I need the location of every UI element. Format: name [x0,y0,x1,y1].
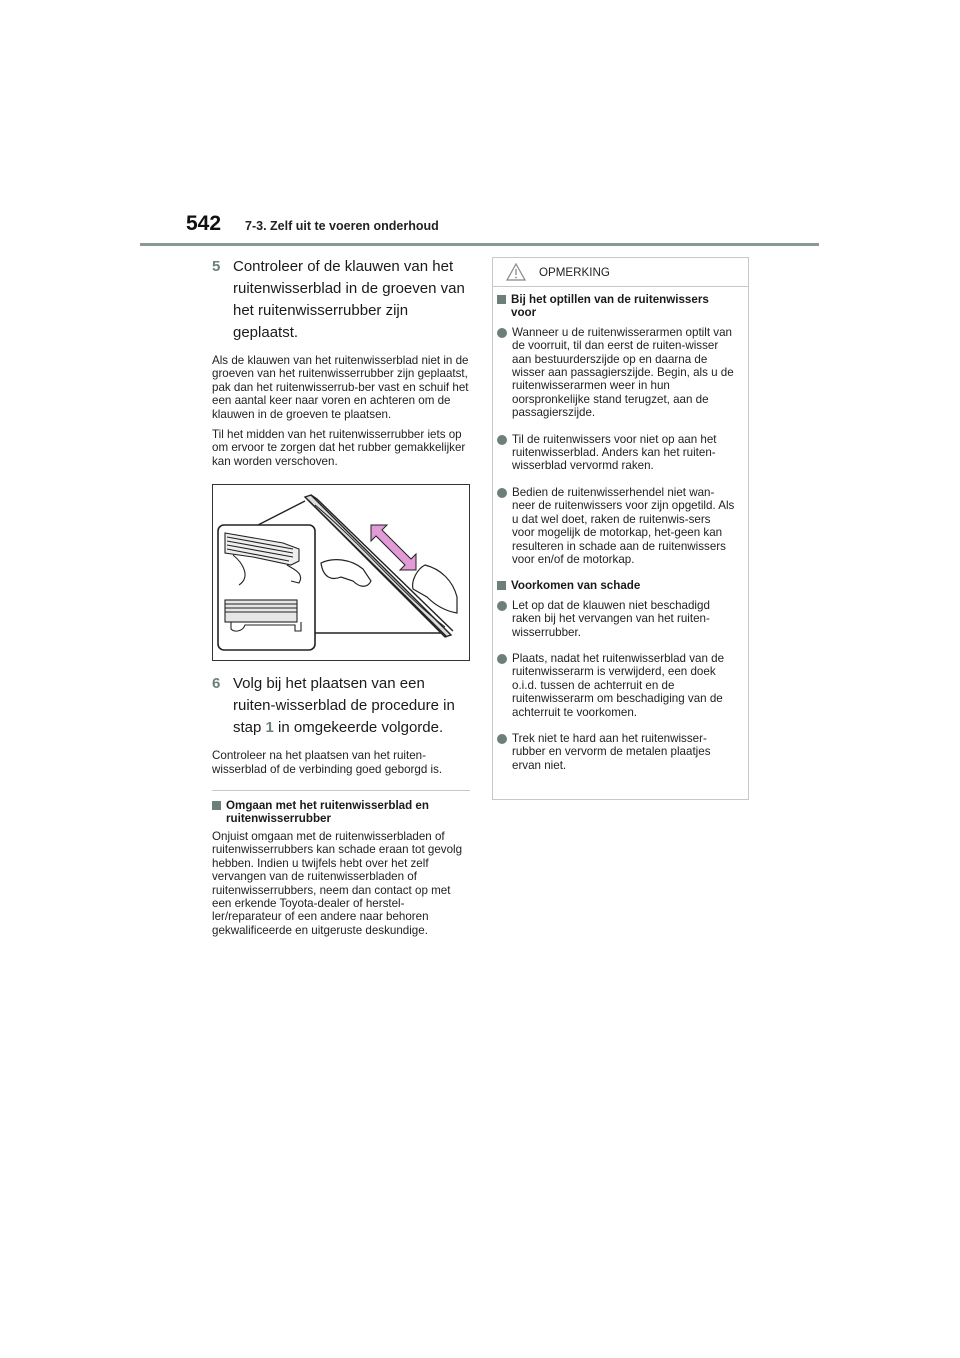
wiper-blade-illustration [212,484,470,661]
round-bullet-icon [497,328,507,338]
notice-subheading-lifting: Bij het optillen van de ruitenwissers voor [497,293,736,320]
step-text: Controleer of de klauwen van het ruitenwisserblad in de groeven van het ruitenwisserrubber zijn geplaatst. [233,258,465,341]
notice-item: Bedien de ruitenwisserhendel niet wan-neer de ruitenwissers voor zijn opgetild. Als u dat wel doet, raken de ruitenwis-sers voor mogelijk de motorkap, het-geen kan resulteren in schade aan de ruitenwissers voor en/of de motorkap. [497,486,736,566]
notice-item: Til de ruitenwissers voor niet op aan het ruitenwisserblad. Anders kan het ruiten-wisserblad vervormd raken. [497,433,736,473]
notice-item: Plaats, nadat het ruitenwisserblad van de ruitenwisserarm is verwijderd, een doek o.i.d. tussen de achterruit en de ruitenwisserarm om beschadiging van de achterruit te voorkomen. [497,652,736,719]
paragraph-claws: Als de klauwen van het ruitenwisserblad niet in de groeven van het ruitenwisserrubber zijn geplaatst, pak dan het ruitenwisserrub-ber vast en schuif het een aantal keer naar voren en achteren om de klauwen in de groeven te plaatsen. [212,354,469,421]
notice-title: OPMERKING [539,265,610,279]
notice-item: Wanneer u de ruitenwisserarmen optilt van de voorruit, til dan eerst de ruiten-wisser aan bestuurderszijde op en daarna de wisser aan passagierszijde. Begin, als u de ruitenwisserarmen weer in hun oorspronkelijke stand terugzet, aan de passagierszijde. [497,326,736,420]
step-text: Volg bij het plaatsen van een ruiten-wisserblad de procedure in stap 1 in omgekeerde volgorde. [233,675,455,737]
subheading-handling: Omgaan met het ruitenwisserblad en ruitenwisserrubber [212,799,470,826]
page-number: 542 [186,212,222,235]
square-bullet-icon [497,295,506,304]
step-number: 5 [212,258,221,275]
round-bullet-icon [497,488,507,498]
step-reference: 1 [265,719,274,737]
paragraph-lift-rubber: Til het midden van het ruitenwisserrubber iets op om ervoor te zorgen dat het rubber gemakkelijker kan worden verschoven. [212,428,466,468]
paragraph-check-connection: Controleer na het plaatsen van het ruiten-wisserblad of de verbinding goed geborgd is. [212,749,443,776]
header-rule [140,243,819,246]
round-bullet-icon [497,734,507,744]
notice-item: Trek niet te hard aan het ruitenwisser-rubber en vervorm de metalen plaatjes ervan niet. [497,732,736,772]
notice-subheading-damage: Voorkomen van schade [497,579,736,592]
notice-box [492,257,749,800]
round-bullet-icon [497,435,507,445]
divider [212,790,470,791]
left-column [212,256,470,944]
wiper-blade-drawing [213,485,469,660]
notice-header [493,258,748,287]
round-bullet-icon [497,654,507,664]
square-bullet-icon [497,581,506,590]
paragraph-handling: Onjuist omgaan met de ruitenwisserbladen of ruitenwisserrubbers kan schade eraan tot gevolg hebben. Indien u twijfels hebt over het zelf vervangen van de ruitenwisserbladen of ruitenwisserrubbers, neem dan contact op met een erkende Toyota-dealer of herstel-ler/reparateur of een andere naar behoren gekwalificeerde en uitgeruste deskundige. [212,829,463,937]
step-number: 6 [212,675,221,693]
step-5 [212,256,470,344]
warning-triangle-icon [506,263,526,281]
section-title: 7-3. Zelf uit te voeren onderhoud [245,219,439,233]
step-6 [212,673,470,739]
notice-item: Let op dat de klauwen niet beschadigd raken bij het vervangen van het ruiten-wisserrubber. [497,599,736,639]
round-bullet-icon [497,601,507,611]
square-bullet-icon [212,801,221,810]
